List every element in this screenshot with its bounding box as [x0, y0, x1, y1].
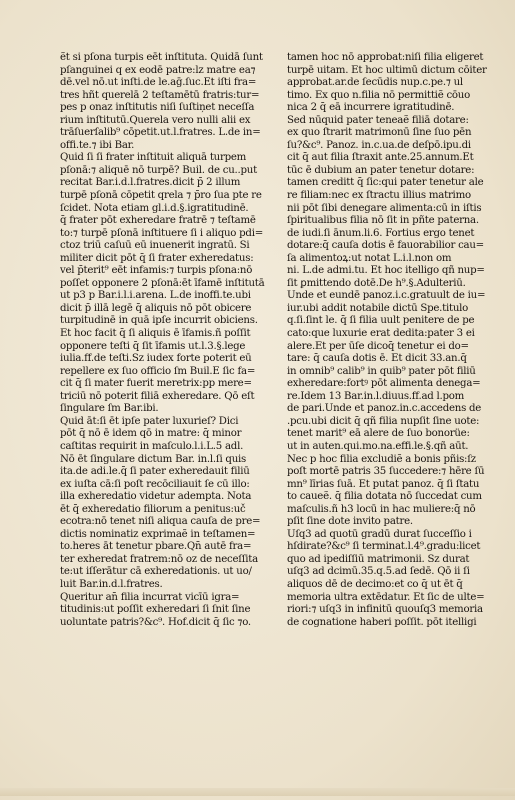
text-line: tres hñt querelā 2 teſtamētū fratris:tur= — [60, 89, 260, 101]
text-line: re filiam:nec ex ſtractu illius matrimo — [287, 190, 471, 202]
text-line: tare: q̄ cauſa dotis ē. Et dicit 33.an.q̄ — [287, 353, 467, 365]
text-line: de iudi.ſi ānum.li.6. Fortius ergo tenet — [287, 227, 475, 239]
text-line: militer dicit pōt q̄ ſi frater exheredatus: — [60, 252, 254, 264]
text-line: dotare:q̄ cauſa dotis ē fauorabilior cau= — [287, 240, 484, 252]
text-line: ut in auten.qui.mo.na.effi.le.§.qñ aūt. — [287, 440, 469, 452]
text-line: opponere teſti q̄ ſit īfamis ut.l.3.§.lege — [60, 340, 246, 352]
text-line: to.heres āt tenetur pbare.Qn̄ autē fra= — [60, 541, 252, 553]
text-line: ita.de adi.le.q̄ ſi pater exheredauit filiū — [60, 466, 250, 478]
text-line: pſanguinei q ex eodē patre:lz matre ea⁊ — [60, 64, 256, 76]
text-line: poſſet opponere 2 pſonā:ēt īfamē inſtitutā — [60, 277, 265, 289]
text-line: pſit ſine dote invito patre. — [287, 516, 413, 528]
text-line: approbat.ar.de ſecūdis nup.c.pe.⁊ ul — [287, 77, 463, 89]
text-line: trāſuerſalib⁹ cōpetit.ut.l.fratres. L.de in= — [60, 127, 261, 139]
text-line: ſcidet. Nota etiam gl.i.d.§.igratitudinē. — [60, 202, 249, 214]
text-line: quo ad ipediſſiū matrimonii. Sz durat — [287, 553, 470, 565]
text-line: to:⁊ turpē pſonā inſtituere ſi i aliquo pdi= — [60, 227, 263, 239]
right-text-column — [287, 52, 503, 629]
text-line: cit q̄ aut filia ſtraxit ante.25.annum.Et — [287, 152, 474, 164]
text-line: ecotra:nō tenet niſi aliqua cauſa de pre= — [60, 516, 261, 528]
text-line: .pcu.ubi dicit q̄ qñ filia nupſit ſine uote: — [287, 415, 480, 427]
text-line: Quid ſi ſi frater inſtituit aliquā turpem — [60, 152, 247, 164]
text-line: exheredare:fortꝰ pōt alimenta denega= — [287, 378, 481, 390]
text-line: q.ſi.ſint le. q̄ ſi filia uult penitere de pe — [287, 315, 475, 327]
text-line: vel p̄terit⁹ eēt infamis:⁊ turpis pſona:nō — [60, 265, 253, 277]
text-line: pes p onaz inſtitutis niſi ſuſtiņet neceſſa — [60, 102, 255, 114]
text-line: memoria ultra extēdatur. Et ſic de ulte= — [287, 591, 485, 603]
text-line: cato:que luxurie erat dedita:pater 3 ei — [287, 328, 475, 340]
text-line: Unde et eundē panoz.i.c.gratuult de iu= — [287, 290, 486, 302]
text-line: dicit p̄ illā legē q̄ aliquis nō pōt obicere — [60, 302, 252, 314]
text-line: ſit ꝑmittendo dotē.De h⁹.§.Adulteriū. — [287, 277, 466, 289]
text-line: in omnib⁹ calib⁹ in quib⁹ pater pōt filiū — [287, 365, 476, 377]
text-line: ēt q̄ exheredatio filiorum a penitus:uč — [60, 503, 246, 515]
text-line: ni. L.de admi.tu. Et hoc itelligo qñ nup= — [287, 265, 485, 277]
text-line: uoluntate patris?&c⁹. Hof.dicit q̄ ſic ⁊o. — [60, 616, 251, 628]
text-line: Et hoc facit q̄ ſi aliquis ē īfamis.ñ poſſit — [60, 328, 251, 340]
text-line: dictis nominatiz exprimaẽ in teſtamen= — [60, 528, 256, 540]
text-line: caſtitas requirit in maſculo.l.i.L.5 adl. — [60, 440, 244, 452]
text-line: repellere ex ſuo officio ſm Buil.E ſic fa= — [60, 365, 256, 377]
text-line: ter exheredat fratrem:nō oz de neceſſita — [60, 553, 258, 565]
text-line: tamen hoc nō approbat:niſi filia eligeret — [287, 52, 484, 63]
text-line: re.Idem 13 Bar.in.l.diuus.ff.ad l.pom — [287, 390, 465, 402]
text-line: te:ut iſſerātur cā exheredationis. ut uo/ — [60, 566, 252, 578]
text-line: mn⁹ līrias ſuā. Et putat panoz. q̄ ſi ſtatu — [287, 478, 480, 490]
text-line: ctoz triū caſuū eū inuenerit ingratū. Si — [60, 240, 250, 252]
text-line: q̄ frater pōt exheredare fratrē ⁊ teſtamē — [60, 215, 256, 227]
text-line: poſt mortē patris 35 ſuccedere:⁊ hēre ſū — [287, 466, 485, 478]
text-line: riori:⁊ uſq3 in infinitū quouſq3 memoria — [287, 604, 483, 616]
text-line: hſdirate?&c⁹ ſi terminat.l.4⁹.gradu:licet — [287, 541, 481, 553]
text-line: turpē uitam. Et hoc ultimū dictum cōiter — [287, 64, 487, 76]
text-line: ſpiritualibus filia nō ſit in pñte paterna. — [287, 215, 479, 227]
text-line: Nō ēt ſingulare dictum Bar. in.l.ſi quis — [60, 453, 247, 465]
text-line: Queritur an̄ filia incurrat vicīū igra= — [60, 591, 240, 603]
text-line: to caueẽ. q̄ filia dotata nō ſuccedat cum — [287, 491, 482, 503]
text-line: tenet marit⁹ eā alere de ſuo bonorüe: — [287, 428, 470, 440]
text-line: offi.te.⁊ ibi Bar. — [60, 139, 135, 151]
text-line: Nec p hoc filia excludiẽ a bonis pñis:ſz — [287, 453, 476, 465]
text-line: rium inſtitutū.Querela vero nulli alii ex — [60, 114, 251, 126]
text-line: ut p3 p Bar.i.l.i.arena. L.de inoffi.te.ubi — [60, 290, 251, 302]
text-line: recitat Bar.i.d.l.fratres.dicit p̄ 2 illum — [60, 177, 241, 189]
page-bottom-edge — [0, 788, 515, 796]
text-line: uſq3 ad dcimū.35.q.5.ad ſedē. Qō ii ſi — [287, 566, 470, 578]
text-line: luit Bar.in.d.l.fratres. — [60, 578, 163, 590]
text-line: turpitudinē in quā ipſe incurrit obiciens. — [60, 315, 258, 327]
text-line: Sed nūquid pater teneaẽ filiā dotare: — [287, 114, 469, 126]
text-line: ex iuſta cā:ſi poſt recōciliauit ſe cū illo: — [60, 478, 250, 490]
text-line: titudinis:ut poſſit exheredari ſi ſnit ſine — [60, 604, 251, 616]
text-line: pōt q̄ nō ē idem qō in matre: q̄ minor — [60, 428, 242, 440]
text-line: de pari.Unde et panoz.in.c.accedens de — [287, 403, 482, 415]
text-line: timo. Ex quo n.filia nō permittiẽ cōuo — [287, 89, 470, 101]
text-line: cit q̄ ſi mater fuerit meretrix:pp mere= — [60, 378, 252, 390]
text-line: ſu?&c⁹. Panoz. in.c.ua.de deſpō.ipu.di — [287, 139, 471, 151]
text-line: dē.vel nō.ut inſti.de le.aḡ.ſuc.Et iſti fra= — [60, 77, 257, 89]
text-line: de cognatione haberi poſſit. pōt itelligi — [287, 616, 477, 628]
text-line: nii pōt ſibi denegare alimenta:cū in iſtis — [287, 202, 482, 214]
text-line: iur.ubi addit notabile dictū Spe.titulo — [287, 302, 469, 314]
text-line: turpē pſonā cōpetit qrela ⁊ p̄ro ſua pte re — [60, 190, 262, 202]
text-line: pſonā:⁊ aliquē nō turpē? Buil. de cu..put — [60, 164, 257, 176]
left-text-column — [60, 52, 285, 629]
text-line: iulia.ff.de teſti.Sz iudex forte poterit eū — [60, 353, 252, 365]
text-line: ẽt si pſona turpis eēt inſtituta. Quidā ſunt — [60, 52, 263, 63]
text-line: tamen creditt q̄ ſic:qui pater tenetur ale — [287, 177, 484, 189]
text-line: illa exheredatio videtur adempta. Nota — [60, 491, 252, 503]
text-line: triciū nō poterit filiā exheredare. Qō eſt — [60, 390, 255, 402]
text-line: aliquos dē de decimo:et co q̄ ut ēt q̄ — [287, 578, 463, 590]
text-line: alere.Et per ūſe dicoq̄ tenetur ei do= — [287, 340, 469, 352]
text-line: ſa alimentoꝝ:ut notat L.i.l.non om — [287, 252, 452, 264]
text-line: maſculis.ñ h3 locū in hac muliere:q̄ nō — [287, 503, 476, 515]
text-line: ſingulare ſm Bar.ibi. — [60, 403, 159, 415]
text-line: nica 2 q̄ eā incurrere igratitudinē. — [287, 102, 455, 114]
text-line: tūc ē dubium an pater tenetur dotare: — [287, 164, 475, 176]
text-line: ex quo ſtrarit matrimonū ſine ſuo pēn — [287, 127, 472, 139]
text-line: Quid āt:ſi ēt ipſe pater luxurieſ? Dici — [60, 415, 239, 427]
text-line: Uſq3 ad quotū gradū durat ſucceſſio i — [287, 528, 472, 540]
